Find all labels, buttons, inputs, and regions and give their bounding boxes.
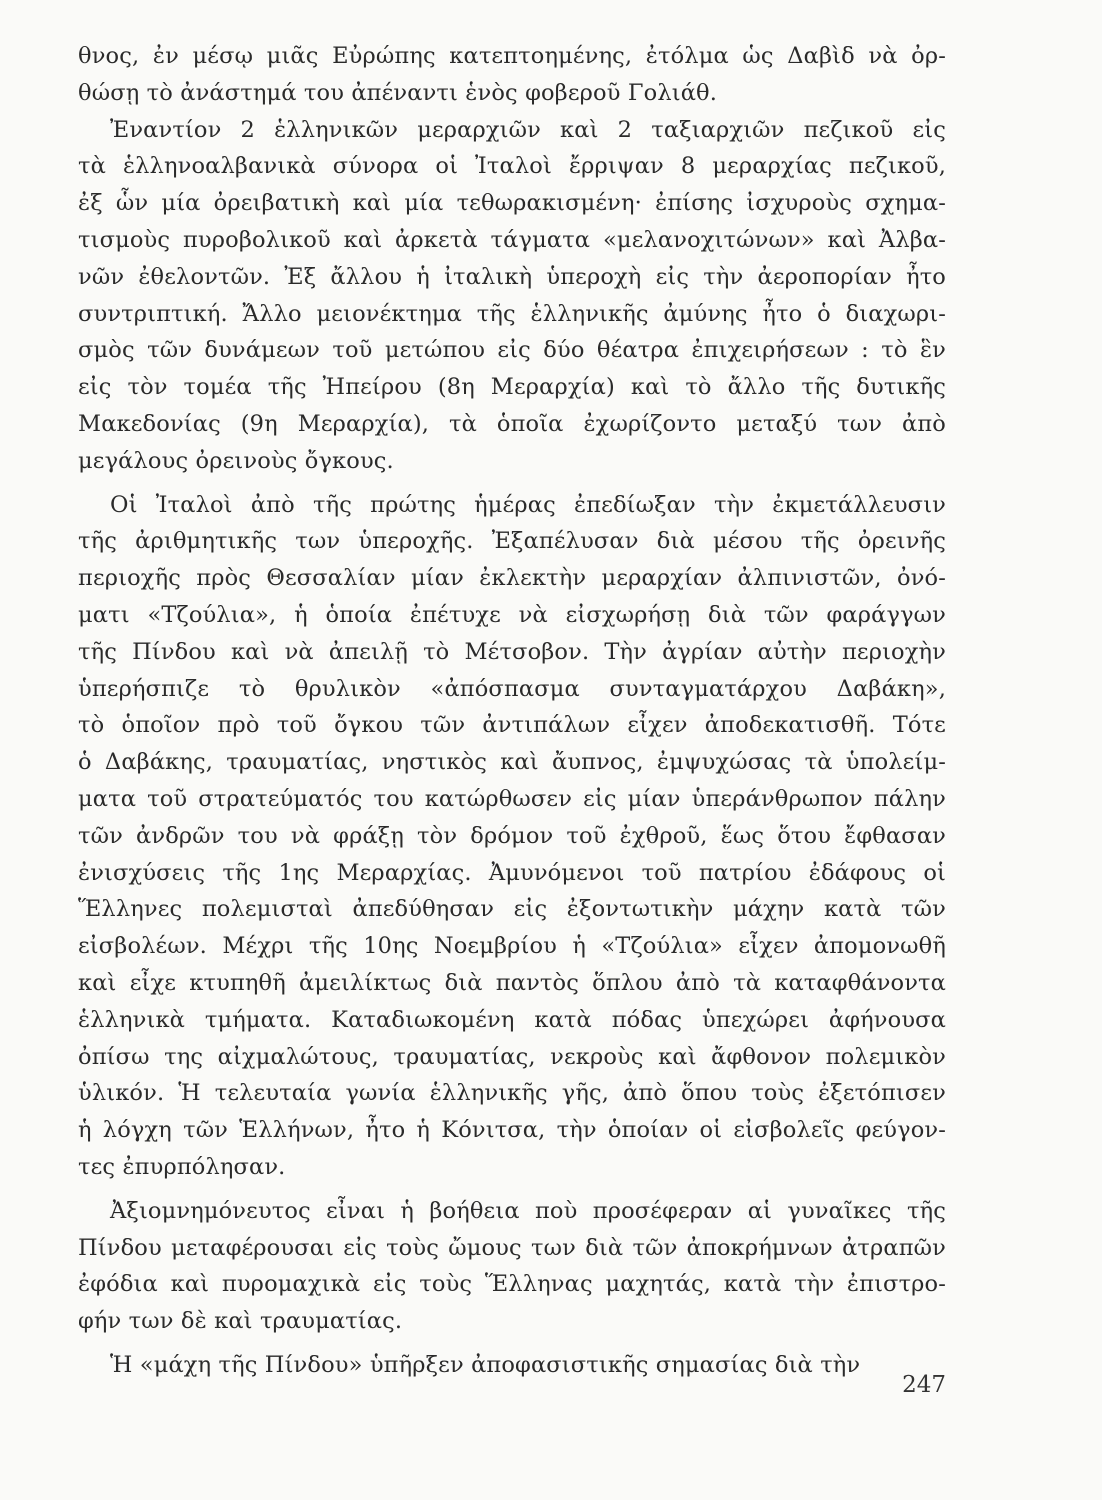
text-line: θώσῃ τὸ ἀνάστημά του ἀπέναντι ἑνὸς φοβεροῦ Γολιάθ. (78, 79, 718, 106)
text-line: Ἐναντίον 2 ἑλληνικῶν μεραρχιῶν καὶ 2 ταξιαρχιῶν πεζικοῦ εἰς (110, 116, 946, 143)
text-line: ὑλικόν. Ἡ τελευταία γωνία ἑλληνικῆς γῆς, ἀπὸ ὅπου τοὺς ἐξετόπισεν (78, 1080, 946, 1107)
text-line: ἡ λόγχη τῶν Ἑλλήνων, ἦτο ἡ Κόνιτσα, τὴν ὁποίαν οἱ εἰσβολεῖς φεύγον- (78, 1117, 946, 1144)
paragraph (78, 38, 946, 112)
paragraph (78, 487, 946, 1186)
text-line: μεγάλους ὀρεινοὺς ὄγκους. (78, 447, 394, 474)
text-line: Πίνδου μεταφέρουσαι εἰς τοὺς ὤμους των διὰ τῶν ἀποκρήμνων ἀτραπῶν (78, 1234, 946, 1261)
paragraph (78, 112, 946, 480)
text-line: Οἱ Ἰταλοὶ ἀπὸ τῆς πρώτης ἡμέρας ἐπεδίωξαν τὴν ἐκμετάλλευσιν (110, 491, 946, 518)
text-line: τῶν ἀνδρῶν του νὰ φράξῃ τὸν δρόμον τοῦ ἐχθροῦ, ἕως ὅτου ἔφθασαν (78, 822, 946, 849)
text-line: τῆς ἀριθμητικῆς των ὑπεροχῆς. Ἐξαπέλυσαν διὰ μέσου τῆς ὀρεινῆς (78, 528, 946, 555)
text-line: τὰ ἑλληνοαλβανικὰ σύνορα οἱ Ἰταλοὶ ἔρριψαν 8 μεραρχίας πεζικοῦ, (78, 153, 946, 180)
text-line: ἐνισχύσεις τῆς 1ης Μεραρχίας. Ἀμυνόμενοι τοῦ πατρίου ἐδάφους οἱ (78, 859, 946, 886)
page-number: 247 (902, 1372, 946, 1398)
text-line: θνος, ἐν μέσῳ μιᾶς Εὐρώπης κατεπτοημένης, ἐτόλμα ὡς Δαβὶδ νὰ ὀρ- (78, 43, 946, 69)
text-line: ὁ Δαβάκης, τραυματίας, νηστικὸς καὶ ἄυπνος, ἐμψυχώσας τὰ ὑπολείμ- (78, 749, 946, 776)
paragraph (78, 1193, 946, 1340)
text-line: Μακεδονίας (9η Μεραρχία), τὰ ὁποῖα ἐχωρίζοντο μεταξύ των ἀπὸ (78, 410, 946, 437)
text-line: περιοχῆς πρὸς Θεσσαλίαν μίαν ἐκλεκτὴν μεραρχίαν ἀλπινιστῶν, ὀνό- (78, 565, 946, 592)
text-line: συντριπτική. Ἄλλο μειονέκτημα τῆς ἑλληνικῆς ἀμύνης ἦτο ὁ διαχωρι- (78, 300, 946, 327)
text-line: ἐφόδια καὶ πυρομαχικὰ εἰς τοὺς Ἕλληνας μαχητάς, κατὰ τὴν ἐπιστρο- (78, 1271, 946, 1298)
text-line: Ἕλληνες πολεμισταὶ ἀπεδύθησαν εἰς ἐξοντωτικὴν μάχην κατὰ τῶν (78, 896, 946, 923)
text-line: ἑλληνικὰ τμήματα. Καταδιωκομένη κατὰ πόδας ὑπεχώρει ἀφήνουσα (78, 1006, 946, 1033)
text-line: ματι «Τζούλια», ἡ ὁποία ἐπέτυχε νὰ εἰσχωρήσῃ διὰ τῶν φαράγγων (78, 601, 946, 628)
text-line: τισμοὺς πυροβολικοῦ καὶ ἀρκετὰ τάγματα «μελανοχιτώνων» καὶ Ἀλβα- (78, 226, 946, 253)
text-line: Ἀξιομνημόνευτος εἶναι ἡ βοήθεια ποὺ προσέφεραν αἱ γυναῖκες τῆς (110, 1197, 946, 1224)
text-line: ἐξ ὧν μία ὀρειβατικὴ καὶ μία τεθωρακισμένη· ἐπίσης ἰσχυροὺς σχημα- (78, 190, 946, 217)
text-line: Ἡ «μάχη τῆς Πίνδου» ὑπῆρξεν ἀποφασιστικῆς σημασίας διὰ τὴν (110, 1351, 861, 1378)
text-line: ματα τοῦ στρατεύματός του κατώρθωσεν εἰς μίαν ὑπεράνθρωπον πάλην (78, 785, 946, 812)
text-line: ὑπερήσπιζε τὸ θρυλικὸν «ἀπόσπασμα συνταγματάρχου Δαβάκη», (78, 675, 946, 702)
text-line: τῆς Πίνδου καὶ νὰ ἀπειλῇ τὸ Μέτσοβον. Τὴν ἀγρίαν αὐτὴν περιοχὴν (78, 638, 946, 665)
text-line: νῶν ἐθελοντῶν. Ἐξ ἄλλου ἡ ἰταλικὴ ὑπεροχὴ εἰς τὴν ἀεροπορίαν ἦτο (78, 263, 946, 290)
text-line: τὸ ὁποῖον πρὸ τοῦ ὄγκου τῶν ἀντιπάλων εἶχεν ἀποδεκατισθῆ. Τότε (78, 712, 946, 739)
text-line: φήν των δὲ καὶ τραυματίας. (78, 1308, 403, 1335)
text-line: τες ἐπυρπόλησαν. (78, 1153, 286, 1180)
paragraph (78, 1347, 946, 1384)
page-body (78, 38, 946, 1384)
text-line: σμὸς τῶν δυνάμεων τοῦ μετώπου εἰς δύο θέατρα ἐπιχειρήσεων : τὸ ἓν (78, 337, 946, 364)
text-line: καὶ εἶχε κτυπηθῆ ἀμειλίκτως διὰ παντὸς ὅπλου ἀπὸ τὰ καταφθάνοντα (78, 969, 946, 996)
text-line: εἰς τὸν τομέα τῆς Ἠπείρου (8η Μεραρχία) καὶ τὸ ἄλλο τῆς δυτικῆς (78, 374, 946, 401)
text-line: ὀπίσω της αἰχμαλώτους, τραυματίας, νεκροὺς καὶ ἄφθονον πολεμικὸν (78, 1043, 946, 1070)
text-line: εἰσβολέων. Μέχρι τῆς 10ης Νοεμβρίου ἡ «Τζούλια» εἶχεν ἀπομονωθῆ (78, 933, 946, 960)
